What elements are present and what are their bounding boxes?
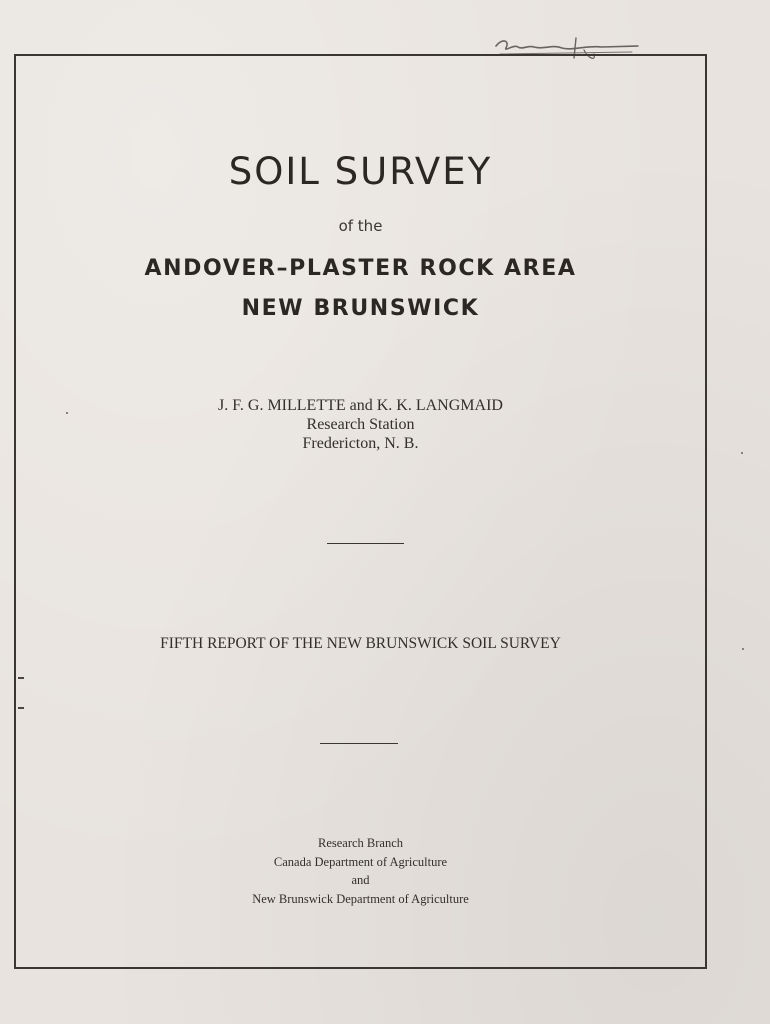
survey-province: NEW BRUNSWICK: [241, 296, 480, 321]
publisher-line-2: Canada Department of Agriculture: [273, 854, 448, 869]
survey-area: ANDOVER–PLASTER ROCK AREA: [144, 256, 577, 281]
paper-speck: [741, 452, 743, 454]
author-names: J. F. G. MILLETTE and K. K. LANGMAID: [218, 397, 503, 414]
publisher-line-4: New Brunswick Department of Agriculture: [252, 891, 469, 906]
margin-tick-mark: [18, 677, 24, 679]
author-institution: Research Station: [306, 416, 415, 433]
paper-speck: [66, 412, 68, 414]
margin-tick-mark: [18, 707, 24, 709]
paper-speck: [742, 648, 744, 650]
publisher-block: [14, 834, 707, 908]
publisher-line-1: Research Branch: [317, 836, 404, 850]
publisher-line-3: and: [351, 873, 370, 887]
divider-rule-top: [327, 543, 404, 544]
report-number: FIFTH REPORT OF THE NEW BRUNSWICK SOIL SURVEY: [160, 635, 561, 652]
authors-block: [14, 396, 707, 453]
subtitle-connector: of the: [338, 217, 383, 235]
author-location: Fredericton, N. B.: [302, 435, 419, 452]
divider-rule-bottom: [320, 743, 398, 744]
document-title: SOIL SURVEY: [228, 150, 493, 193]
